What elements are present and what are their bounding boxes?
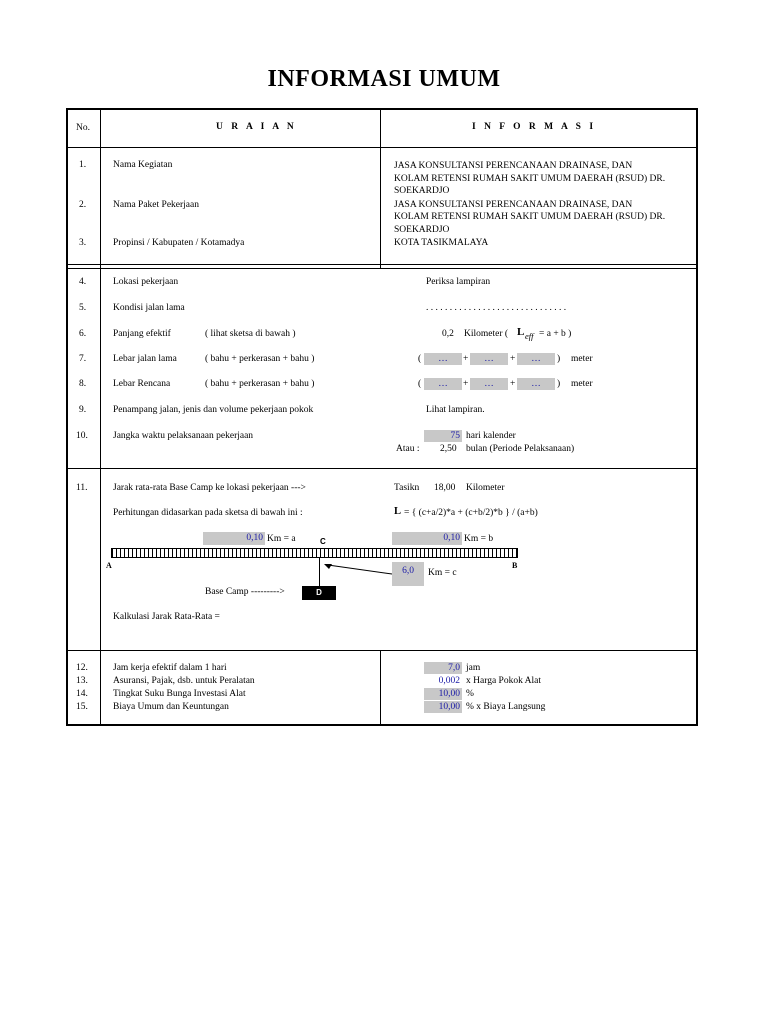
row-15-value[interactable]: 10,00 xyxy=(424,701,462,713)
distance-arrow xyxy=(322,562,394,580)
row-15-unit: % x Biaya Langsung xyxy=(466,702,546,712)
row-8-pavement[interactable]: … xyxy=(470,378,508,390)
row-11-formula: = { (c+a/2)*a + (c+b/2)*b } / (a+b) xyxy=(404,508,538,518)
row-11-unit: Kilometer xyxy=(466,483,505,493)
row-7-no: 7. xyxy=(79,354,87,364)
row-2-info-line2: KOLAM RETENSI RUMAH SAKIT UMUM DAERAH (RSUD) DR. xyxy=(394,212,666,222)
road-ruler xyxy=(111,548,518,558)
row-7-shoulder-left[interactable]: … xyxy=(424,353,462,365)
row-6-unit: Kilometer ( xyxy=(464,329,509,339)
sketch-point-c: C xyxy=(320,537,326,546)
row-7-plus-1: + xyxy=(463,354,469,364)
row-15-no: 15. xyxy=(76,702,88,712)
row-9-info: Lihat lampiran. xyxy=(426,405,485,415)
row-10-unit: hari kalender xyxy=(466,431,516,441)
sketch-c-label: Km = c xyxy=(428,568,457,578)
row-8-note: ( bahu + perkerasan + bahu ) xyxy=(205,379,315,389)
section-divider-1b xyxy=(67,268,698,269)
row-7-unit: meter xyxy=(571,354,593,364)
row-5-info: . . . . . . . . . . . . . . . . . . . . . . . . . . . . . . xyxy=(426,303,567,313)
row-1-info-line2: KOLAM RETENSI RUMAH SAKIT UMUM DAERAH (RSUD) DR. xyxy=(394,174,666,184)
row-10-atau: Atau : xyxy=(396,444,420,454)
row-13-label: Asuransi, Pajak, dsb. untuk Peralatan xyxy=(113,676,255,686)
row-6-L: L xyxy=(517,326,525,338)
row-6-note: ( lihat sketsa di bawah ) xyxy=(205,329,296,339)
row-14-label: Tingkat Suku Bunga Investasi Alat xyxy=(113,689,246,699)
header-divider xyxy=(67,147,698,148)
row-7-pavement[interactable]: … xyxy=(470,353,508,365)
row-12-label: Jam kerja efektif dalam 1 hari xyxy=(113,663,227,673)
basecamp-label: Base Camp ---------> xyxy=(205,587,285,597)
row-11-label: Jarak rata-rata Base Camp ke lokasi pekerjaan ---> xyxy=(113,483,306,493)
header-uraian: U R A I A N xyxy=(216,122,297,132)
row-9-no: 9. xyxy=(79,405,87,415)
row-12-no: 12. xyxy=(76,663,88,673)
row-2-label: Nama Paket Pekerjaan xyxy=(113,200,199,210)
row-2-info-line1: JASA KONSULTANSI PERENCANAAN DRAINASE, DAN xyxy=(394,200,633,210)
row-10-value2: 2,50 xyxy=(440,444,457,454)
row-7-note: ( bahu + perkerasan + bahu ) xyxy=(205,354,315,364)
sketch-point-a: A xyxy=(106,561,112,570)
row-11-formula-L: L xyxy=(394,506,402,517)
row-2-info-line3: SOEKARDJO xyxy=(394,225,450,235)
row-12-unit: jam xyxy=(466,663,481,673)
row-12-value[interactable]: 7,0 xyxy=(424,662,462,674)
row-8-shoulder-left[interactable]: … xyxy=(424,378,462,390)
row-4-label: Lokasi pekerjaan xyxy=(113,277,179,287)
row-7-shoulder-right[interactable]: … xyxy=(517,353,555,365)
row-9-label: Penampang jalan, jenis dan volume pekerjaan pokok xyxy=(113,405,314,415)
row-11-value: 18,00 xyxy=(434,483,456,493)
row-6-label: Panjang efektif xyxy=(113,329,171,339)
sketch-c-value[interactable]: 6,0 xyxy=(392,562,424,586)
row-7-close: ) xyxy=(557,354,561,364)
row-8-no: 8. xyxy=(79,379,87,389)
header-no: No. xyxy=(76,123,90,133)
row-3-no: 3. xyxy=(79,238,87,248)
row-13-value[interactable]: 0,002 xyxy=(438,676,460,686)
row-13-unit: x Harga Pokok Alat xyxy=(466,676,542,686)
section-divider-2 xyxy=(67,468,698,469)
row-14-no: 14. xyxy=(76,689,88,699)
row-6-no: 6. xyxy=(79,329,87,339)
sketch-a-value[interactable]: 0,10 xyxy=(203,532,265,545)
row-8-open: ( xyxy=(418,379,422,389)
row-6-value: 0,2 xyxy=(442,329,454,339)
row-1-info-line3: SOEKARDJO xyxy=(394,186,450,196)
row-5-label: Kondisi jalan lama xyxy=(113,303,185,313)
row-8-plus-1: + xyxy=(463,379,469,389)
sketch-point-b: B xyxy=(512,561,518,570)
row-14-unit: % xyxy=(466,689,474,699)
row-10-value[interactable]: 75 xyxy=(424,430,462,442)
row-7-plus-2: + xyxy=(510,354,516,364)
row-1-info-line1: JASA KONSULTANSI PERENCANAAN DRAINASE, DAN xyxy=(394,161,633,171)
basecamp-connector xyxy=(319,558,320,586)
row-10-unit2: bulan (Periode Pelaksanaan) xyxy=(466,444,575,454)
row-7-open: ( xyxy=(418,354,422,364)
row-2-no: 2. xyxy=(79,200,87,210)
sketch-a-label: Km = a xyxy=(267,534,296,544)
row-15-label: Biaya Umum dan Keuntungan xyxy=(113,702,229,712)
row-8-close: ) xyxy=(557,379,561,389)
sketch-b-value[interactable]: 0,10 xyxy=(392,532,462,545)
row-8-plus-2: + xyxy=(510,379,516,389)
row-6-eff: eff xyxy=(525,331,534,341)
row-11-kalk: Kalkulasi Jarak Rata-Rata = xyxy=(113,612,220,622)
row-6-formula: = a + b ) xyxy=(539,329,572,339)
col-divider-info-2 xyxy=(380,650,381,726)
row-13-no: 13. xyxy=(76,676,88,686)
col-divider-info-1 xyxy=(380,109,381,269)
row-1-no: 1. xyxy=(79,160,87,170)
row-8-unit: meter xyxy=(571,379,593,389)
row-10-no: 10. xyxy=(76,431,88,441)
row-8-shoulder-right[interactable]: … xyxy=(517,378,555,390)
row-4-info: Periksa lampiran xyxy=(426,277,491,287)
row-3-info: KOTA TASIKMALAYA xyxy=(394,238,489,248)
header-informasi: I N F O R M A S I xyxy=(472,122,597,132)
sketch-point-d: D xyxy=(302,586,336,600)
row-11-calc-label: Perhitungan didasarkan pada sketsa di bawah ini : xyxy=(113,508,303,518)
row-7-label: Lebar jalan lama xyxy=(113,354,177,364)
row-3-label: Propinsi / Kabupaten / Kotamadya xyxy=(113,238,245,248)
row-14-value[interactable]: 10,00 xyxy=(424,688,462,700)
page-title: INFORMASI UMUM xyxy=(267,66,501,92)
section-divider-1 xyxy=(67,264,698,265)
row-5-no: 5. xyxy=(79,303,87,313)
row-11-no: 11. xyxy=(76,483,88,493)
row-4-no: 4. xyxy=(79,277,87,287)
row-1-label: Nama Kegiatan xyxy=(113,160,173,170)
section-divider-3 xyxy=(67,650,698,651)
row-11-place: Tasikn xyxy=(394,483,420,493)
col-divider-no xyxy=(100,109,101,725)
sketch-b-label: Km = b xyxy=(464,534,494,544)
row-8-label: Lebar Rencana xyxy=(113,379,171,389)
row-10-label: Jangka waktu pelaksanaan pekerjaan xyxy=(113,431,254,441)
